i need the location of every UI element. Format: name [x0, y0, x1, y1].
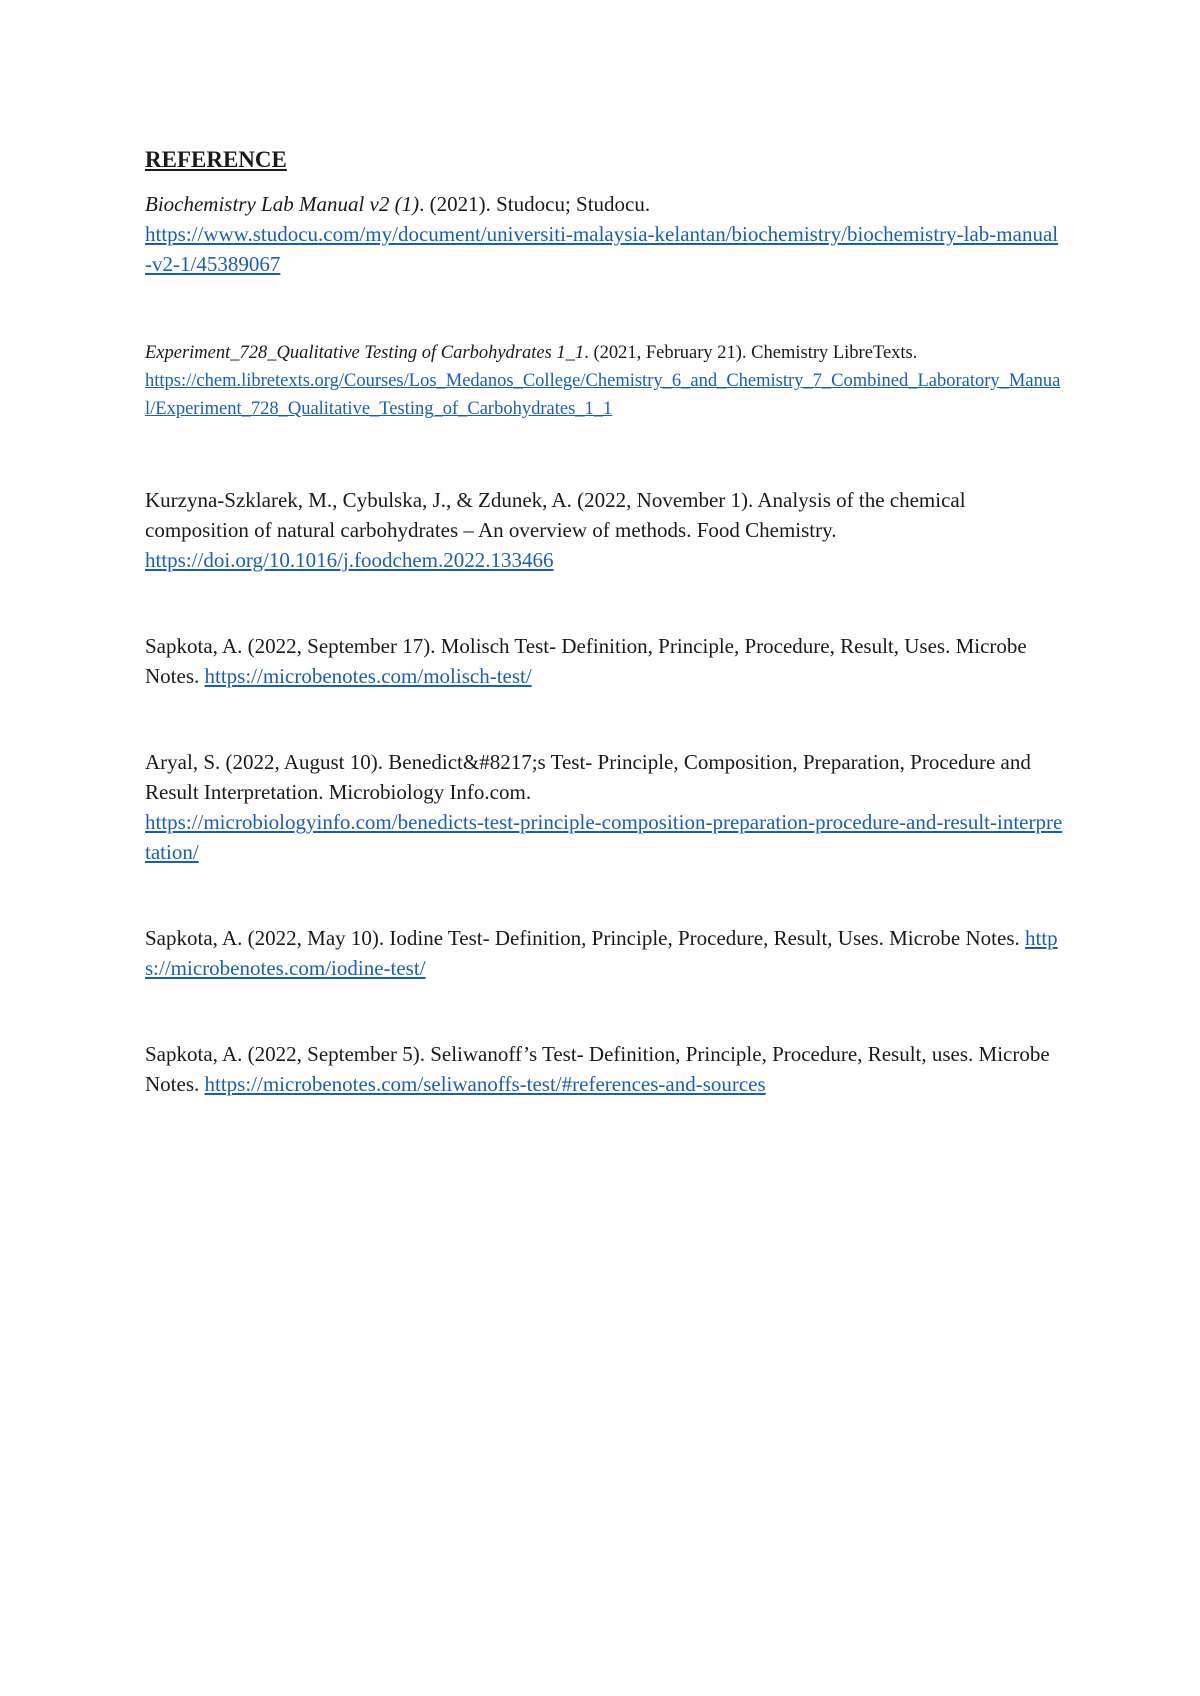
- page-title: REFERENCE: [145, 147, 287, 172]
- reference-link[interactable]: https://microbenotes.com/seliwanoffs-test/#references-and-sources: [204, 1072, 766, 1096]
- reference-item-3: [145, 485, 1065, 575]
- reference-details: . (2021). Studocu; Studocu.: [419, 192, 651, 216]
- reference-link[interactable]: https://microbiologyinfo.com/benedicts-test-principle-composition-preparation-procedure-and-result-interpretation/: [145, 810, 1063, 864]
- reference-section: [145, 145, 1065, 1099]
- reference-text: Sapkota, A. (2022, September 5). Seliwanoff’s Test- Definition, Principle, Procedure, Result, uses. Microbe Notes.: [145, 1042, 1050, 1096]
- reference-link[interactable]: https://microbenotes.com/molisch-test/: [204, 664, 532, 688]
- reference-item-4: [145, 631, 1065, 691]
- reference-text: Kurzyna-Szklarek, M., Cybulska, J., & Zdunek, A. (2022, November 1). Analysis of the chemical composition of natural carbohydrates – An overview of methods. Food Chemistry.: [145, 488, 966, 542]
- reference-text: Sapkota, A. (2022, September 17). Molisch Test- Definition, Principle, Procedure, Result, Uses. Microbe Notes.: [145, 634, 1027, 688]
- reference-link[interactable]: https://www.studocu.com/my/document/universiti-malaysia-kelantan/biochemistry/biochemistry-lab-manual-v2-1/45389067: [145, 222, 1059, 276]
- reference-text: Aryal, S. (2022, August 10). Benedict&#8217;s Test- Principle, Composition, Preparation, Procedure and Result Interpretation. Microbiology Info.com.: [145, 750, 1031, 804]
- reference-item-1: [145, 189, 1065, 279]
- reference-item-7: [145, 1039, 1065, 1099]
- reference-title: Experiment_728_Qualitative Testing of Carbohydrates 1_1: [145, 343, 585, 363]
- reference-item-5: [145, 747, 1065, 867]
- reference-link[interactable]: https://microbenotes.com/iodine-test/: [145, 926, 1058, 980]
- reference-text: Sapkota, A. (2022, May 10). Iodine Test- Definition, Principle, Procedure, Result, Uses. Microbe Notes.: [145, 926, 1020, 950]
- reference-item-2: [145, 339, 1065, 423]
- reference-link[interactable]: https://doi.org/10.1016/j.foodchem.2022.133466: [145, 548, 554, 572]
- reference-title: Biochemistry Lab Manual v2 (1): [145, 192, 420, 216]
- reference-item-6: [145, 923, 1065, 983]
- reference-details: . (2021, February 21). Chemistry LibreTexts.: [584, 343, 918, 363]
- reference-link[interactable]: https://chem.libretexts.org/Courses/Los_Medanos_College/Chemistry_6_and_Chemistry_7_Combined_Laboratory_Manual/Experiment_728_Qualitative_Testing_of_Carbohydrates_1_1: [145, 371, 1061, 419]
